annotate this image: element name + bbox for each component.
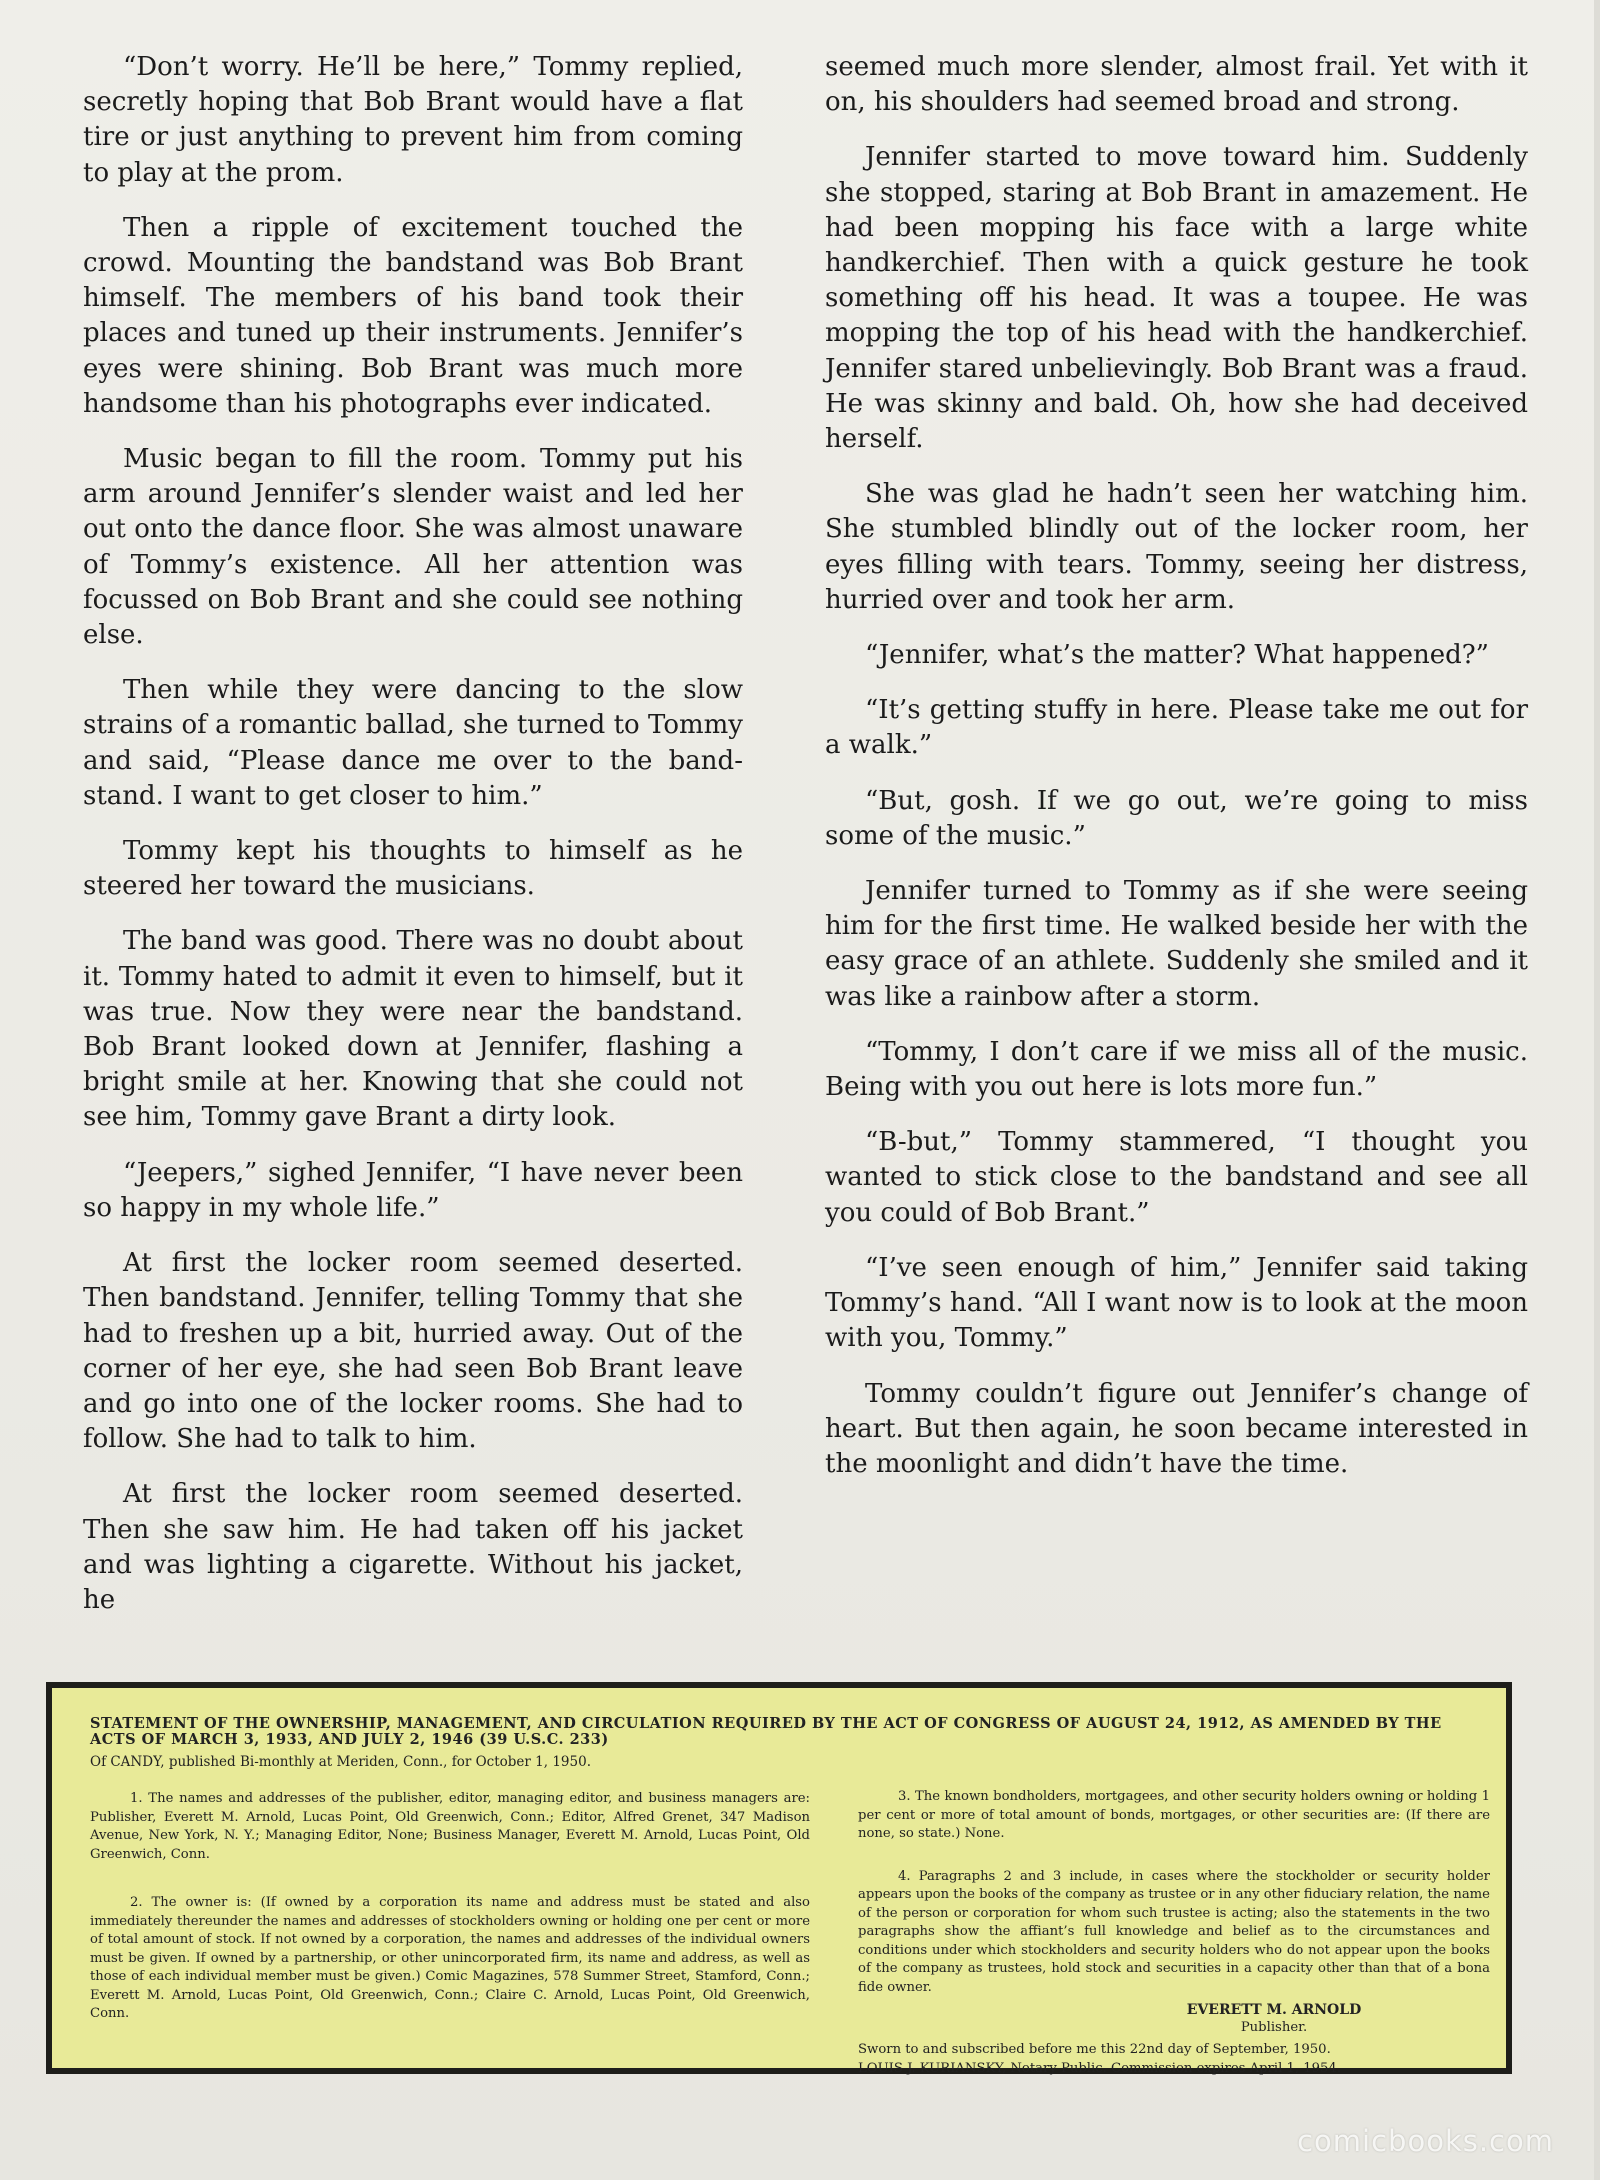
- story-paragraph: “Don’t worry. He’ll be here,” Tommy replied, secretly hoping that Bob Brant would have a flat tire or just anything to prevent him from coming to play at the prom.: [83, 52, 743, 188]
- story-paragraph: “Tommy, I don’t care if we miss all of the music. Being with you out here is lots more fun.”: [825, 1036, 1528, 1103]
- story-paragraph: seemed much more slender, almost frail. Yet with it on, his shoulders had seemed broad and strong.: [825, 52, 1528, 118]
- story-paragraph: Tommy kept his thoughts to himself as he steered her toward the musicians.: [83, 836, 743, 902]
- story-paragraph: At first the locker room seemed deserted. Then she saw him. He had taken off his jacket and was lighting a cigarette. Without his jacket, he: [83, 1479, 743, 1615]
- story-paragraph: “I’ve seen enough of him,” Jennifer said taking Tommy’s hand. “All I want now is to look at the moon with you, Tommy.”: [825, 1252, 1528, 1354]
- story-paragraph: At first the locker room seemed deserted. Then bandstand. Jennifer, telling Tommy that she had to freshen up a bit, hurried away. Out of the corner of her eye, she had seen Bob Brant leave and go into one of the locker rooms. She had to follow. She had to talk to him.: [83, 1248, 743, 1455]
- notary-line: LOUIS J. KURIANSKY, Notary Public. Commission expires April 1, 1954.: [858, 2060, 1342, 2076]
- story-paragraph: Jennifer turned to Tommy as if she were seeing him for the first time. He walked beside her with the easy grace of an athlete. Suddenly she smiled and it was like a rainbow after a storm.: [825, 876, 1528, 1012]
- story-paragraph: Tommy couldn’t figure out Jennifer’s change of heart. But then again, he soon became interested in the moonlight and didn’t have the time.: [825, 1378, 1528, 1479]
- statement-heading: STATEMENT OF THE OWNERSHIP, MANAGEMENT, AND CIRCULATION REQUIRED BY THE ACT OF CONGRESS OF AUGUST 24, 1912, AS AMENDED BY THE ACTS OF MARCH 3, 1933, AND JULY 2, 1946 (39 U.S.C. 233): [90, 1715, 1442, 1748]
- statement-left-column: [90, 1772, 810, 2048]
- story-paragraph: “Jeepers,” sighed Jennifer, “I have never been so happy in my whole life.”: [83, 1157, 743, 1223]
- statement-paragraph-3: 3. The known bondholders, mortgagees, and other security holders owning or holding 1 per cent or more of total amount of bonds, mortgages, or other securities are: (If there are none, so state.) None.: [858, 1789, 1490, 1841]
- site-watermark: comicbooks.com: [1297, 2124, 1554, 2158]
- ownership-statement-box: [46, 1682, 1512, 2074]
- story-paragraph: The band was good. There was no doubt about it. Tommy hated to admit it even to himself, but it was true. Now they were near the bandstand. Bob Brant looked down at Jennifer, flashing a bright smile at her. Knowing that she could not see him, Tommy gave Brant a dirty look.: [83, 926, 743, 1133]
- story-paragraph: She was glad he hadn’t seen her watching him. She stumbled blindly out of the locker room, her eyes filling with tears. Tommy, seeing her distress, hurried over and took her arm.: [825, 479, 1528, 615]
- statement-paragraph-1: 1. The names and addresses of the publisher, editor, managing editor, and business managers are: Publisher, Everett M. Arnold, Lucas Point, Old Greenwich, Conn.; Editor, Alfred Grenet, 347 Madison Avenue, New York, N. Y.; Managing Editor, None; Business Manager, Everett M. Arnold, Lucas Point, Old Greenwich, Conn.: [90, 1791, 810, 1862]
- story-paragraph: “But, gosh. If we go out, we’re going to miss some of the music.”: [825, 785, 1528, 851]
- signer-title: Publisher.: [1240, 2020, 1308, 2035]
- sworn-line: Sworn to and subscribed before me this 22nd day of September, 1950.: [858, 2042, 1331, 2057]
- story-paragraph: Then a ripple of excitement touched the crowd. Mounting the bandstand was Bob Brant himself. The members of his band took their places and tuned up their instruments. Jennifer’s eyes were shining. Bob Brant was much more handsome than his photographs ever indicated.: [83, 212, 743, 419]
- story-paragraph: “It’s getting stuffy in here. Please take me out for a walk.”: [825, 695, 1528, 761]
- story-column-left: [83, 50, 743, 1638]
- story-paragraph: “Jennifer, what’s the matter? What happened?”: [865, 640, 1489, 671]
- signer-name: EVERETT M. ARNOLD: [1186, 2002, 1362, 2018]
- story-paragraph: Music began to fill the room. Tommy put his arm around Jennifer’s slender waist and led her out onto the dance floor. She was almost unaware of Tommy’s existence. All her attention was focussed on Bob Brant and she could see nothing else.: [83, 444, 743, 651]
- statement-right-column: [858, 1788, 1490, 2078]
- statement-paragraph-4: 4. Paragraphs 2 and 3 include, in cases where the stockholder or security holder appears upon the books of the company as trustee or in any other fiduciary relation, the name of the person or corporation for whom such trustee is acting; also the statements in the two paragraphs show the affiant’s full knowledge and belief as to the circumstances and conditions under which stockholders and security holders who do not appear upon the books of the company as trustees, hold stock and securities in a capacity other than that of a bona fide owner.: [858, 1868, 1490, 1995]
- statement-subheading: Of CANDY, published Bi-monthly at Meriden, Conn., for October 1, 1950.: [90, 1754, 591, 1770]
- story-paragraph: “B-but,” Tommy stammered, “I thought you wanted to stick close to the bandstand and see all you could of Bob Brant.”: [825, 1127, 1528, 1228]
- story-paragraph: Then while they were dancing to the slow strains of a romantic ballad, she turned to Tommy and said, “Please dance me over to the bandstand. I want to get closer to him.”: [83, 675, 743, 811]
- page-edge: [1594, 0, 1600, 2180]
- story-column-right: [825, 50, 1528, 1502]
- story-paragraph: Jennifer started to move toward him. Suddenly she stopped, staring at Bob Brant in amazement. He had been mopping his face with a large white handkerchief. Then with a quick gesture he took something off his head. It was a toupee. He was mopping the top of his head with the handkerchief. Jennifer stared unbelievingly. Bob Brant was a fraud. He was skinny and bald. Oh, how she had deceived herself.: [825, 142, 1528, 455]
- statement-paragraph-2: 2. The owner is: (If owned by a corporation its name and address must be stated and also immediately thereunder the names and addresses of stockholders owning or holding one per cent or more of total amount of stock. If not owned by a corporation, the names and addresses of the individual owners must be given. If owned by a partnership, or other unincorporated firm, its name and address, as well as those of each individual member must be given.) Comic Magazines, 578 Summer Street, Stamford, Conn.; Everett M. Arnold, Lucas Point, Old Greenwich, Conn.; Claire C. Arnold, Lucas Point, Old Greenwich, Conn.: [90, 1895, 810, 2021]
